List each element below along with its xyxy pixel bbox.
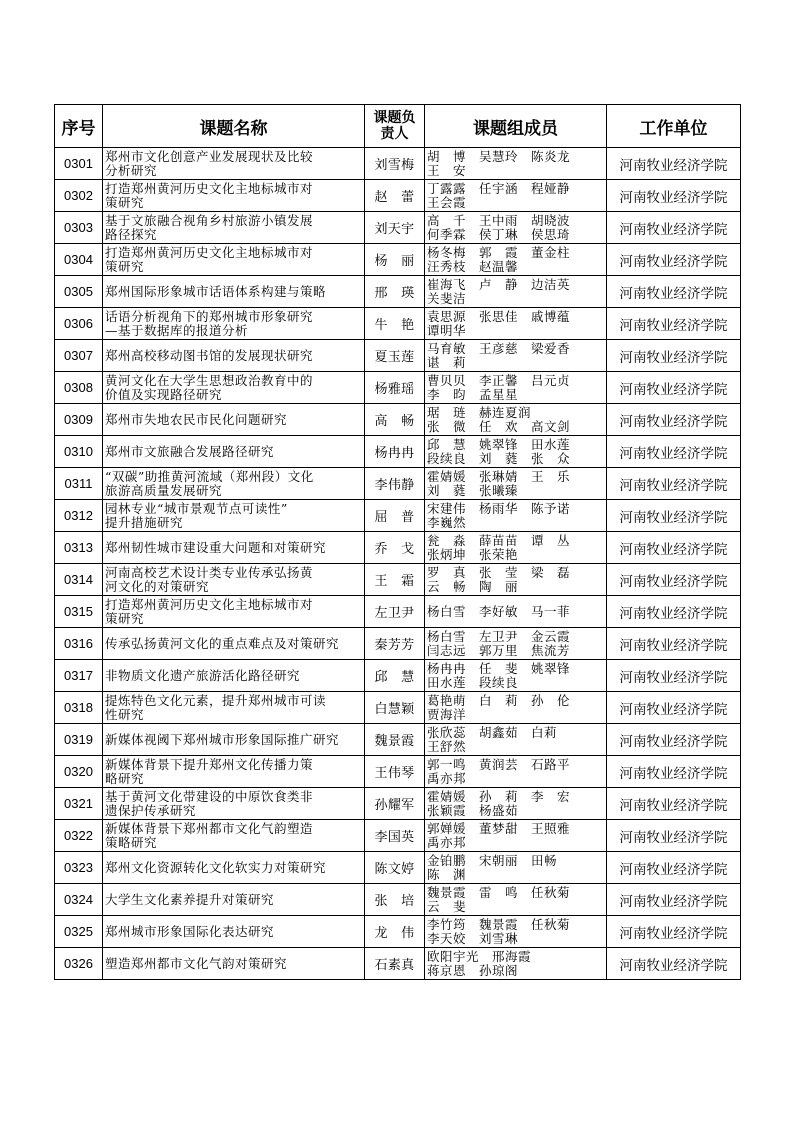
cell-number: 0323 <box>55 852 103 884</box>
cell-unit: 河南牧业经济学院 <box>607 724 741 756</box>
cell-number: 0308 <box>55 372 103 404</box>
cell-number: 0306 <box>55 308 103 340</box>
header-title: 课题名称 <box>103 105 365 148</box>
cell-members: 杨白雪 李好敏 马一菲 <box>425 596 607 628</box>
cell-number: 0316 <box>55 628 103 660</box>
cell-unit: 河南牧业经济学院 <box>607 340 741 372</box>
cell-leader: 魏景霞 <box>365 724 425 756</box>
cell-leader: 龙 伟 <box>365 916 425 948</box>
cell-members: 崔海飞 卢 静 边洁英 关斐洁 <box>425 276 607 308</box>
cell-leader: 屈 普 <box>365 500 425 532</box>
table-row <box>55 180 741 212</box>
cell-number: 0311 <box>55 468 103 500</box>
cell-unit: 河南牧业经济学院 <box>607 532 741 564</box>
cell-leader: 杨冉冉 <box>365 436 425 468</box>
cell-title: 打造郑州黄河历史文化主地标城市对 策研究 <box>103 180 365 212</box>
table-row <box>55 948 741 980</box>
table-row <box>55 692 741 724</box>
cell-members: 霍婧媛 张琳婧 王 乐 刘 蕤 张曦臻 <box>425 468 607 500</box>
cell-leader: 赵 蕾 <box>365 180 425 212</box>
table-row <box>55 404 741 436</box>
table-row <box>55 788 741 820</box>
cell-title: 打造郑州黄河历史文化主地标城市对 策研究 <box>103 596 365 628</box>
cell-members: 杨冉冉 任 斐 姚翠锋 田水莲 段续良 <box>425 660 607 692</box>
cell-title: 郑州市文旅融合发展路径研究 <box>103 436 365 468</box>
cell-number: 0325 <box>55 916 103 948</box>
table-row <box>55 468 741 500</box>
cell-unit: 河南牧业经济学院 <box>607 788 741 820</box>
cell-number: 0317 <box>55 660 103 692</box>
cell-title: 郑州高校移动图书馆的发展现状研究 <box>103 340 365 372</box>
cell-number: 0310 <box>55 436 103 468</box>
cell-members: 魏景霞 雷 鸣 任秋菊 云 斐 <box>425 884 607 916</box>
cell-members: 袁思源 张思佳 戚博蕴 谭明华 <box>425 308 607 340</box>
cell-leader: 李伟静 <box>365 468 425 500</box>
cell-leader: 孙耀军 <box>365 788 425 820</box>
cell-unit: 河南牧业经济学院 <box>607 500 741 532</box>
cell-leader: 左卫尹 <box>365 596 425 628</box>
cell-title: 塑造郑州都市文化气韵对策研究 <box>103 948 365 980</box>
cell-unit: 河南牧业经济学院 <box>607 756 741 788</box>
cell-number: 0322 <box>55 820 103 852</box>
cell-members: 郭一鸣 黄润芸 石路平 禹亦邦 <box>425 756 607 788</box>
cell-leader: 杨雅瑶 <box>365 372 425 404</box>
cell-members: 瓮 淼 薛苗苗 谭 丛 张炳坤 张荣艳 <box>425 532 607 564</box>
cell-number: 0324 <box>55 884 103 916</box>
cell-leader: 王 霜 <box>365 564 425 596</box>
table-row <box>55 340 741 372</box>
cell-number: 0304 <box>55 244 103 276</box>
cell-title: 新媒体背景下提升郑州文化传播力策 略研究 <box>103 756 365 788</box>
cell-unit: 河南牧业经济学院 <box>607 948 741 980</box>
table-row <box>55 532 741 564</box>
cell-title: “双碳”助推黄河流域（郑州段）文化 旅游高质量发展研究 <box>103 468 365 500</box>
cell-number: 0301 <box>55 148 103 180</box>
table-row <box>55 628 741 660</box>
table-body <box>55 148 741 980</box>
cell-unit: 河南牧业经济学院 <box>607 916 741 948</box>
cell-title: 新媒体视阈下郑州城市形象国际推广研究 <box>103 724 365 756</box>
header-unit: 工作单位 <box>607 105 741 148</box>
cell-members: 罗 真 张 莹 梁 磊 云 畅 陶 丽 <box>425 564 607 596</box>
cell-title: 话语分析视角下的郑州城市形象研究 —基于数据库的报道分析 <box>103 308 365 340</box>
table-row <box>55 756 741 788</box>
cell-number: 0321 <box>55 788 103 820</box>
cell-members: 杨白雪 左卫尹 金云霞 闫志远 郭万里 焦流芳 <box>425 628 607 660</box>
cell-number: 0314 <box>55 564 103 596</box>
cell-leader: 刘雪梅 <box>365 148 425 180</box>
cell-members: 丁露露 任宇涵 程娅静 王会霞 <box>425 180 607 212</box>
cell-members: 曹贝贝 李正馨 吕元贞 李 昀 孟星星 <box>425 372 607 404</box>
cell-title: 郑州韧性城市建设重大问题和对策研究 <box>103 532 365 564</box>
cell-number: 0312 <box>55 500 103 532</box>
header-leader: 课题负责人 <box>365 105 425 148</box>
cell-leader: 邱 慧 <box>365 660 425 692</box>
table-row <box>55 212 741 244</box>
cell-unit: 河南牧业经济学院 <box>607 436 741 468</box>
table-row <box>55 500 741 532</box>
cell-members: 郭婵媛 董梦甜 王照雅 禹亦邦 <box>425 820 607 852</box>
cell-leader: 牛 艳 <box>365 308 425 340</box>
table-row <box>55 148 741 180</box>
table-row <box>55 916 741 948</box>
table-row <box>55 852 741 884</box>
cell-title: 黄河文化在大学生思想政治教育中的 价值及实现路径研究 <box>103 372 365 404</box>
cell-title: 基于文旅融合视角乡村旅游小镇发展 路径探究 <box>103 212 365 244</box>
table-row <box>55 244 741 276</box>
cell-leader: 乔 戈 <box>365 532 425 564</box>
cell-leader: 邢 瑛 <box>365 276 425 308</box>
cell-title: 河南高校艺术设计类专业传承弘扬黄 河文化的对策研究 <box>103 564 365 596</box>
cell-number: 0305 <box>55 276 103 308</box>
cell-number: 0318 <box>55 692 103 724</box>
cell-title: 郑州城市形象国际化表达研究 <box>103 916 365 948</box>
cell-members: 欧阳宇光 邢海霞 蒋京恩 孙琼阁 <box>425 948 607 980</box>
table-row <box>55 596 741 628</box>
cell-unit: 河南牧业经济学院 <box>607 148 741 180</box>
table-row <box>55 820 741 852</box>
table-row <box>55 436 741 468</box>
cell-unit: 河南牧业经济学院 <box>607 212 741 244</box>
cell-members: 宋建伟 杨雨华 陈予诺 李巍然 <box>425 500 607 532</box>
table-row <box>55 308 741 340</box>
cell-leader: 陈文婷 <box>365 852 425 884</box>
cell-unit: 河南牧业经济学院 <box>607 692 741 724</box>
cell-title: 郑州市文化创意产业发展现状及比较 分析研究 <box>103 148 365 180</box>
cell-title: 郑州国际形象城市话语体系构建与策略 <box>103 276 365 308</box>
cell-number: 0307 <box>55 340 103 372</box>
cell-title: 郑州市失地农民市民化问题研究 <box>103 404 365 436</box>
table-row <box>55 660 741 692</box>
cell-leader: 李国英 <box>365 820 425 852</box>
cell-leader: 张 培 <box>365 884 425 916</box>
cell-title: 基于黄河文化带建设的中原饮食类非 遗保护传承研究 <box>103 788 365 820</box>
project-table <box>54 104 741 980</box>
cell-unit: 河南牧业经济学院 <box>607 308 741 340</box>
cell-members: 霍婧媛 孙 莉 李 宏 张颖霞 杨盛茹 <box>425 788 607 820</box>
cell-number: 0320 <box>55 756 103 788</box>
cell-unit: 河南牧业经济学院 <box>607 596 741 628</box>
cell-members: 李竹筠 魏景霞 任秋菊 李天姣 刘雪琳 <box>425 916 607 948</box>
cell-number: 0302 <box>55 180 103 212</box>
cell-leader: 高 畅 <box>365 404 425 436</box>
table-row <box>55 276 741 308</box>
cell-title: 郑州文化资源转化文化软实力对策研究 <box>103 852 365 884</box>
cell-unit: 河南牧业经济学院 <box>607 404 741 436</box>
cell-title: 新媒体背景下郑州都市文化气韵塑造 策略研究 <box>103 820 365 852</box>
cell-unit: 河南牧业经济学院 <box>607 276 741 308</box>
cell-members: 马育敏 王彦慈 梁爱香 谌 莉 <box>425 340 607 372</box>
cell-unit: 河南牧业经济学院 <box>607 372 741 404</box>
cell-unit: 河南牧业经济学院 <box>607 852 741 884</box>
table-row <box>55 372 741 404</box>
cell-unit: 河南牧业经济学院 <box>607 660 741 692</box>
cell-number: 0315 <box>55 596 103 628</box>
cell-title: 传承弘扬黄河文化的重点难点及对策研究 <box>103 628 365 660</box>
cell-title: 打造郑州黄河历史文化主地标城市对 策研究 <box>103 244 365 276</box>
cell-unit: 河南牧业经济学院 <box>607 180 741 212</box>
cell-number: 0309 <box>55 404 103 436</box>
cell-unit: 河南牧业经济学院 <box>607 884 741 916</box>
cell-members: 邱 慧 姚翠锋 田水莲 段续良 刘 蕤 张 众 <box>425 436 607 468</box>
cell-number: 0326 <box>55 948 103 980</box>
cell-leader: 秦芳芳 <box>365 628 425 660</box>
cell-title: 园林专业“城市景观节点可读性” 提升措施研究 <box>103 500 365 532</box>
cell-members: 杨冬梅 郭 霞 董金柱 汪秀枝 赵温馨 <box>425 244 607 276</box>
cell-members: 金铂鹏 宋朝丽 田畅 陈 渊 <box>425 852 607 884</box>
cell-leader: 夏玉莲 <box>365 340 425 372</box>
cell-number: 0313 <box>55 532 103 564</box>
cell-unit: 河南牧业经济学院 <box>607 820 741 852</box>
cell-members: 张欣蕊 胡鑫茹 白莉 王舒然 <box>425 724 607 756</box>
cell-unit: 河南牧业经济学院 <box>607 244 741 276</box>
cell-members: 葛艳萌 白 莉 孙 伦 贾海洋 <box>425 692 607 724</box>
cell-leader: 白慧颖 <box>365 692 425 724</box>
table-row <box>55 884 741 916</box>
cell-members: 琚 琏 赫连夏润 张 微 任 欢 高文剑 <box>425 404 607 436</box>
cell-title: 提炼特色文化元素，提升郑州城市可读 性研究 <box>103 692 365 724</box>
cell-title: 非物质文化遗产旅游活化路径研究 <box>103 660 365 692</box>
cell-leader: 刘天宇 <box>365 212 425 244</box>
cell-leader: 石素真 <box>365 948 425 980</box>
cell-number: 0303 <box>55 212 103 244</box>
header-number: 序号 <box>55 105 103 148</box>
cell-unit: 河南牧业经济学院 <box>607 564 741 596</box>
cell-title: 大学生文化素养提升对策研究 <box>103 884 365 916</box>
table-row <box>55 724 741 756</box>
header-members: 课题组成员 <box>425 105 607 148</box>
cell-leader: 杨 丽 <box>365 244 425 276</box>
cell-unit: 河南牧业经济学院 <box>607 628 741 660</box>
table-row <box>55 564 741 596</box>
cell-members: 胡 博 吴慧玲 陈炎龙 王 安 <box>425 148 607 180</box>
cell-leader: 王伟琴 <box>365 756 425 788</box>
cell-members: 高 千 王中雨 胡晓波 何季霖 侯丁琳 侯思琦 <box>425 212 607 244</box>
cell-number: 0319 <box>55 724 103 756</box>
cell-unit: 河南牧业经济学院 <box>607 468 741 500</box>
header-row <box>55 105 741 148</box>
